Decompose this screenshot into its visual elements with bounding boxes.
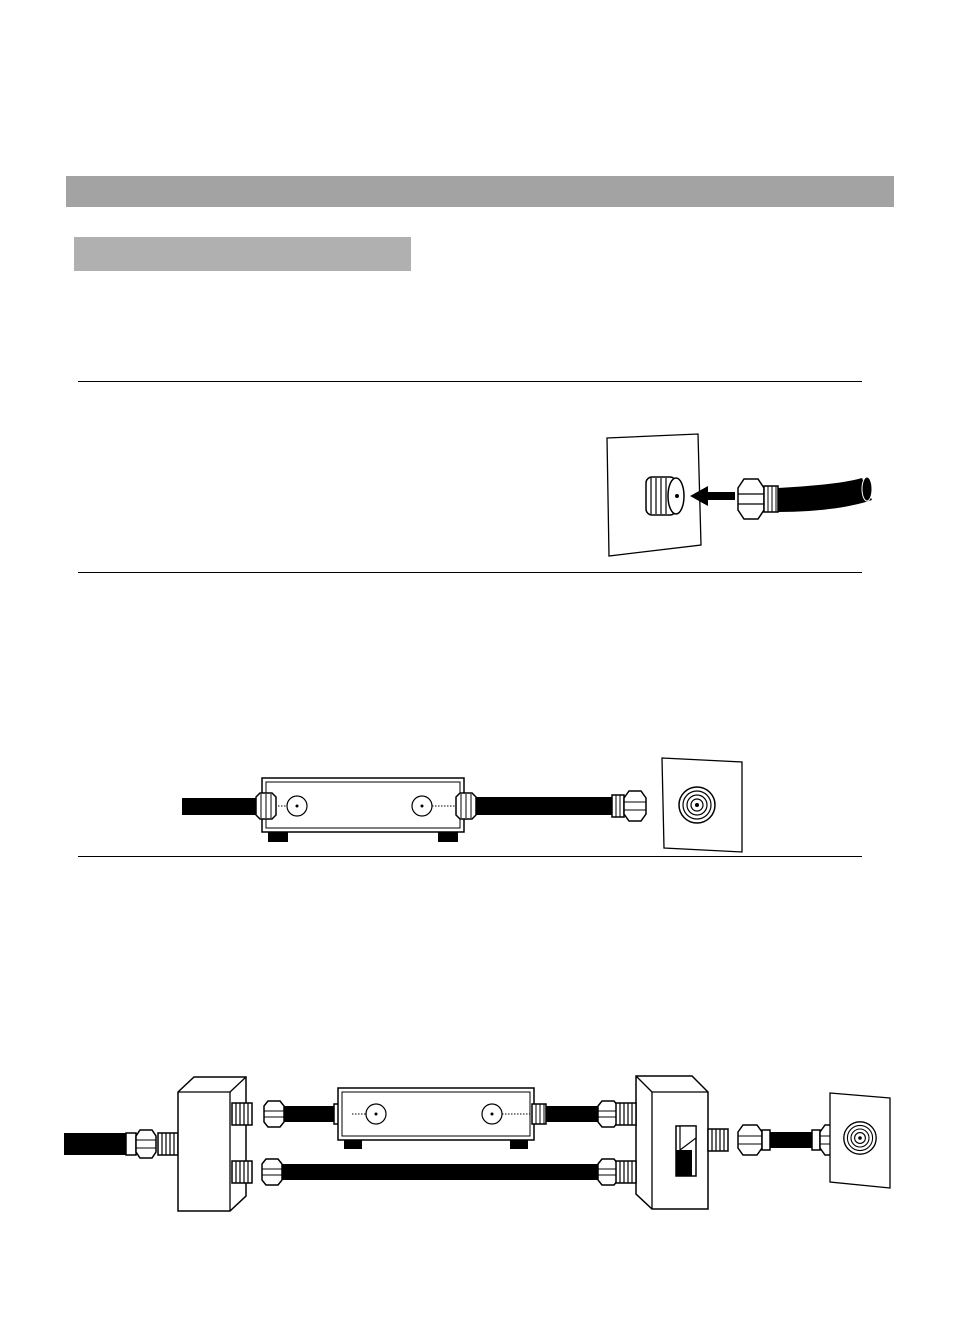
signal-splitter xyxy=(178,1077,246,1211)
cable-box xyxy=(338,1088,534,1149)
splitter-switch-connection xyxy=(64,1076,890,1211)
coax-plug-icon xyxy=(598,1101,618,1127)
coax-plug-icon xyxy=(256,793,276,819)
coax-plug-icon xyxy=(126,1130,156,1158)
cable-box-to-switch xyxy=(546,1106,598,1122)
wall-outlet-socket-icon xyxy=(844,1122,876,1154)
cable-box xyxy=(262,778,464,842)
bypass-cable xyxy=(282,1164,598,1180)
ab-switch xyxy=(636,1076,708,1209)
coax-plug-icon xyxy=(262,1159,282,1185)
cable-box-connection xyxy=(182,758,742,852)
coax-cable xyxy=(778,478,872,512)
switch-lever-icon xyxy=(676,1126,696,1176)
output-cable xyxy=(476,797,614,815)
coax-plug-icon xyxy=(738,1125,770,1155)
coax-plug-icon xyxy=(264,1101,284,1127)
cable-splitter-to-box xyxy=(284,1106,334,1122)
coax-plug-icon xyxy=(738,479,778,519)
coax-plug-icon xyxy=(456,793,476,819)
cable-switch-to-wall xyxy=(770,1132,814,1148)
coax-plug-icon xyxy=(532,1104,546,1124)
direct-wall-connection xyxy=(607,434,872,556)
coax-plug-icon xyxy=(612,791,646,821)
incoming-cable xyxy=(64,1133,130,1155)
incoming-cable xyxy=(182,798,258,815)
wall-outlet-socket-icon xyxy=(679,787,715,823)
wall-outlet-socket-icon xyxy=(646,477,684,515)
coax-plug-icon xyxy=(598,1159,618,1185)
